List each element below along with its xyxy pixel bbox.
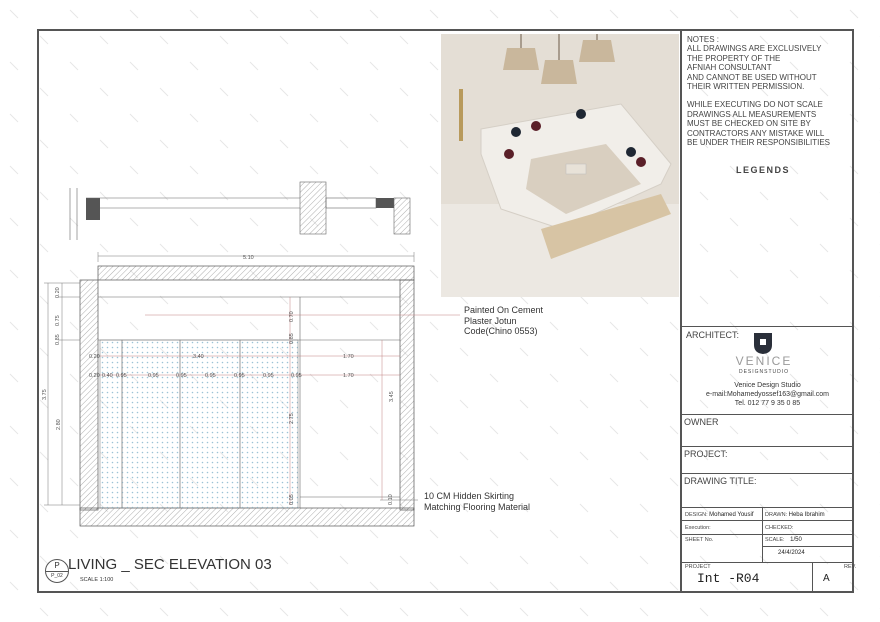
dim-panel-6: 0.95: [263, 373, 274, 379]
divider: [682, 446, 853, 447]
dim-bottom-1: 0.05: [289, 494, 295, 505]
annotation-skirting-line2: Matching Flooring Material: [424, 501, 531, 512]
notes-line: DRAWINGS ALL MEASUREMENTS: [687, 109, 817, 119]
dim-panel-3: 0.95: [176, 373, 187, 379]
project-code: Int -R04: [697, 571, 760, 586]
divider: [763, 546, 853, 547]
annotation-skirting: [424, 491, 530, 512]
divider: [812, 562, 813, 592]
drawing-scale: SCALE 1:100: [80, 577, 114, 583]
notes: [687, 35, 830, 147]
dim-panel-4: 0.95: [205, 373, 216, 379]
annotation-skirting-line1: 10 CM Hidden Skirting: [424, 491, 515, 501]
notes-line: CONTRACTORS ANY MISTAKE WILL: [687, 128, 825, 138]
dim-panel-7: 0.95: [291, 373, 302, 379]
dim-panel-1: 0.95: [116, 373, 127, 379]
notes-heading: NOTES :: [687, 35, 720, 44]
dim-panel-2: 0.95: [148, 373, 159, 379]
divider: [682, 414, 853, 415]
logo-shield-icon: [752, 331, 774, 355]
divider: [682, 326, 853, 327]
bubble-bottom: P_02: [46, 571, 68, 580]
section-strip: [70, 182, 410, 240]
dim-mid-2: 0.85: [289, 333, 295, 344]
dim-mid-top: 0.70: [289, 311, 295, 322]
checked-label: CHECKED:: [765, 525, 794, 531]
notes-line: WHILE EXECUTING DO NOT SCALE: [687, 100, 823, 110]
sheet-no-label: SHEET No.: [685, 537, 714, 543]
annotation-paint: [464, 305, 543, 337]
dim-left-b: 0.20: [89, 373, 100, 379]
dim-total-height: 3.75: [42, 389, 48, 400]
architect-contact: [682, 381, 853, 408]
bubble-top: P: [54, 561, 60, 570]
architect-label: ARCHITECT:: [686, 330, 740, 340]
studio-name: Venice Design Studio: [734, 382, 801, 389]
logo-text: VENICE: [735, 354, 793, 368]
dim-right-height: 3.45: [389, 391, 395, 402]
dim-bottom-2: 0.10: [388, 494, 394, 505]
dim-left-c: 0.40: [102, 373, 113, 379]
notes-line: THEIR WRITTEN PERMISSION.: [687, 82, 805, 92]
section-bubble: [45, 559, 69, 583]
execution-label: Execution:: [685, 525, 711, 531]
notes-line: MUST BE CHECKED ON SITE BY: [687, 119, 811, 129]
studio-tel: Tel. 012 77 9 35 0 85: [734, 400, 801, 407]
notes-line: AND CANNOT BE USED WITHOUT: [687, 72, 817, 82]
drawn-field: [765, 512, 825, 518]
annotation-paint-line2: Plaster Jotun: [464, 315, 517, 326]
divider: [682, 520, 853, 521]
dim-overall-width: 5.10: [243, 255, 254, 261]
render-image: [441, 34, 679, 297]
dim-side-1: 1.70: [343, 354, 354, 360]
date-value: 24/4/2024: [778, 550, 805, 556]
design-value: Mohamed Yousif: [709, 512, 754, 518]
divider: [682, 534, 853, 535]
scale-field: [765, 537, 802, 543]
logo-subtext: DESIGNSTUDIO: [738, 369, 790, 375]
divider: [682, 562, 853, 563]
notes-line: THE PROPERTY OF THE: [687, 53, 781, 63]
dim-top-1: 0.20: [55, 287, 61, 298]
rev-value: A: [823, 573, 830, 584]
dim-top-3: 0.85: [55, 334, 61, 345]
studio-email: e-mail:Mohamedyossef163@gmail.com: [705, 391, 830, 398]
legends-heading: LEGENDS: [736, 165, 791, 175]
project-label: PROJECT:: [684, 449, 728, 459]
notes-line: ALL DRAWINGS ARE EXCLUSIVELY: [687, 44, 822, 54]
scale-label: SCALE:: [765, 537, 785, 543]
dim-opening-width: 3.40: [193, 354, 204, 360]
notes-line: BE UNDER THEIR RESPONSIBILITIES: [687, 138, 830, 148]
divider: [682, 507, 853, 508]
drawn-value: Heba Ibrahim: [788, 512, 825, 518]
annotation-paint-line1: Painted On Cement: [464, 305, 544, 315]
drawing-title: LIVING _ SEC ELEVATION 03: [68, 556, 272, 573]
divider: [682, 473, 853, 474]
dim-mid-height: 2.75: [289, 413, 295, 424]
dim-top-2: 0.75: [55, 315, 61, 326]
design-field: [685, 512, 754, 518]
dim-lower-height: 2.80: [56, 419, 62, 430]
notes-line: AFNIAH CONSULTANT: [687, 63, 772, 73]
drawing-title-label: DRAWING TITLE:: [684, 476, 757, 486]
living-room-render: [441, 34, 679, 297]
design-label: DESIGN:: [685, 512, 708, 518]
owner-label: OWNER: [684, 417, 719, 427]
annotation-paint-line3: Code(Chino 0553): [464, 326, 538, 336]
rev-label: REV.: [844, 564, 857, 570]
dim-side-2: 1.70: [343, 373, 354, 379]
drawn-label: DRAWN:: [765, 512, 788, 518]
project-code-label: PROJECT: [685, 564, 711, 570]
scale-value: 1/50: [790, 537, 802, 543]
dim-left-a: 0.20: [89, 354, 100, 360]
dim-panel-5: 0.95: [234, 373, 245, 379]
glass-panels: [100, 340, 298, 508]
